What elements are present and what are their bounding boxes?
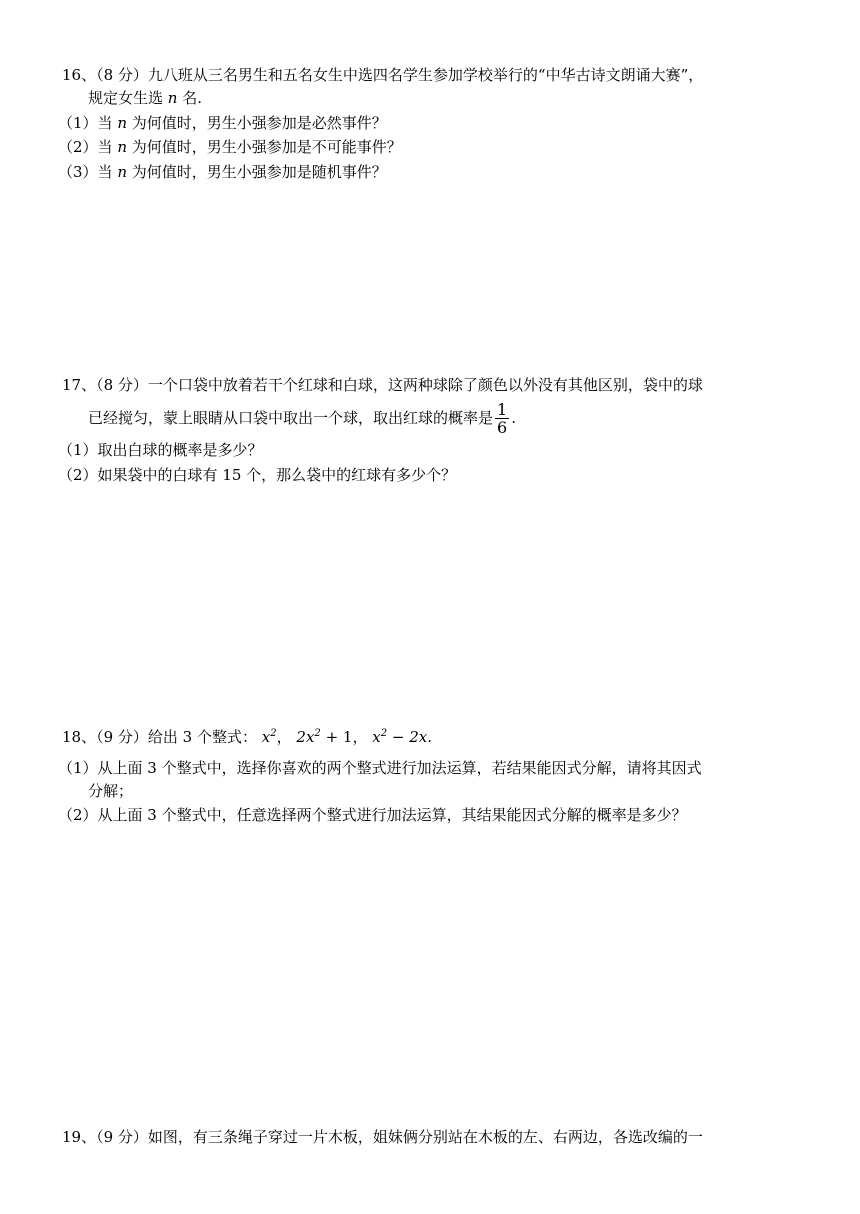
q16-part-3-var: n	[117, 163, 127, 181]
q16-variable: n	[167, 88, 178, 107]
q17-stem-cont	[62, 401, 820, 437]
q17-period: .	[511, 408, 516, 427]
q16-part-3-post: 为何值时，男生小强参加是随机事件？	[126, 163, 387, 181]
q16-part-2	[58, 138, 820, 157]
q18-expr-3	[372, 728, 427, 746]
q16-text: 规定女生选	[88, 88, 168, 107]
q17-text: 已经搅匀，蒙上眼睛从口袋中取出一个球，取出红球的概率是	[88, 408, 494, 427]
expr-3-b: − 2x	[387, 728, 428, 746]
expr-2-exp: 2	[314, 728, 321, 739]
question-18	[58, 728, 820, 825]
q16-part-1-pre: （1）当	[58, 113, 118, 132]
q16-part-1-var: n	[117, 113, 127, 132]
fraction-numerator: 1	[497, 399, 508, 419]
q18-expr-1	[262, 728, 277, 746]
q18-sep-1: ，	[276, 728, 292, 746]
expr-3-exp: 2	[380, 728, 388, 739]
expr-1-exp: 2	[270, 728, 277, 739]
fraction-denominator: 6	[497, 418, 508, 438]
q16-stem-cont	[62, 89, 820, 108]
q16-part-2-post: 为何值时，男生小强参加是不可能事件？	[126, 138, 402, 157]
q19-stem: 19、（9 分）如图，有三条绳子穿过一片木板，姐妹俩分别站在木板的左、右两边，各选改编的一	[62, 1128, 703, 1146]
q18-part-1-cont: 分解；	[88, 781, 134, 800]
q16-part-1	[58, 114, 820, 133]
q16-part-2-pre: （2）当	[58, 138, 118, 157]
q16-part-3	[58, 163, 820, 182]
q18-period: .	[427, 728, 432, 746]
q16-stem: 16、（8 分）九八班从三名男生和五名女生中选四名学生参加学校举行的“中华古诗文朗诵大赛”，	[62, 66, 704, 84]
q18-stem	[62, 728, 820, 747]
expr-1-base: x	[261, 728, 271, 746]
q18-part-1: （1）从上面 3 个整式中，选择你喜欢的两个整式进行加法运算，若结果能因式分解，请将其因式	[58, 758, 702, 777]
expr-2-a: 2x	[296, 728, 315, 746]
q16-text-end: 名.	[177, 88, 202, 107]
q16-part-1-post: 为何值时，男生小强参加是必然事件？	[126, 113, 387, 132]
question-17	[58, 376, 820, 484]
q18-text: 18、（9 分）给出 3 个整式：	[62, 728, 257, 746]
q16-part-3-pre: （3）当	[58, 163, 118, 181]
question-16	[58, 66, 820, 182]
q18-sep-2: ，	[352, 728, 368, 746]
expr-3-a: x	[372, 728, 381, 746]
q18-expr-2	[296, 728, 352, 746]
q17-stem: 17、（8 分）一个口袋中放着若干个红球和白球，这两种球除了颜色以外没有其他区别，袋中的球	[62, 376, 703, 394]
q16-part-2-var: n	[117, 138, 127, 157]
expr-2-b: + 1	[320, 728, 353, 746]
q17-fraction	[495, 401, 509, 437]
q17-part-2: （2）如果袋中的白球有 15 个，那么袋中的红球有多少个？	[58, 465, 457, 484]
question-19	[62, 1128, 820, 1147]
q17-part-1: （1）取出白球的概率是多少？	[58, 440, 263, 459]
q18-part-2: （2）从上面 3 个整式中，任意选择两个整式进行加法运算，其结果能因式分解的概率是多少？	[58, 806, 687, 825]
